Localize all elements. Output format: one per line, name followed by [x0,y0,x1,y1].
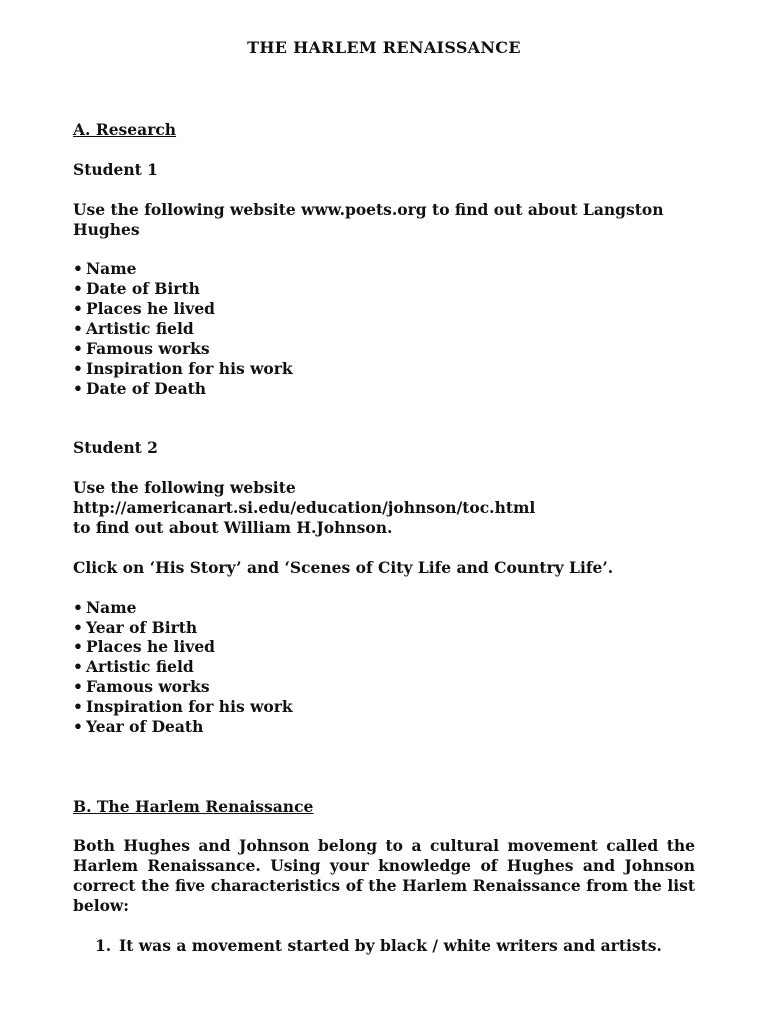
bullet-icon: • [73,378,83,398]
student2-instruction-line1: Use the following website [73,478,296,498]
student2-label: Student 2 [73,438,158,458]
list-item: • Artistic field [73,319,194,339]
bullet-icon: • [73,597,83,617]
bullet-icon: • [73,358,83,378]
document-title: THE HARLEM RENAISSANCE [247,38,521,57]
section-a-heading: A. Research [73,120,177,139]
item-number: 1. [95,935,112,955]
bullet-icon: • [73,299,83,319]
list-item: • Name [73,259,137,279]
student1-bullet-list [73,259,695,398]
list-item: • Places he lived [73,637,216,657]
bullet-icon: • [73,637,83,657]
student2-website-link[interactable]: http://americanart.si.edu/education/johnson/toc.html [73,498,536,518]
list-item: • Year of Birth [73,617,198,637]
list-item: • Artistic field [73,657,194,677]
list-item: • Inspiration for his work [73,358,293,378]
list-item: • Year of Death [73,717,204,737]
list-item: • Inspiration for his work [73,697,293,717]
list-item: • Famous works [73,677,210,697]
student2-bullet-list [73,598,695,737]
bullet-icon: • [73,617,83,637]
list-item: • Places he lived [73,299,216,319]
bullet-icon: • [73,319,83,339]
list-item: • Date of Birth [73,279,200,299]
characteristics-list [73,936,695,956]
bullet-icon: • [73,717,83,737]
student1-label: Student 1 [73,159,158,179]
bullet-icon: • [73,338,83,358]
section-b-heading: B. The Harlem Renaissance [73,796,314,816]
bullet-icon: • [73,677,83,697]
section-b-paragraph: Both Hughes and Johnson belong to a cultural movement called the Harlem Renaissance. Using your knowledge of Hughes and Johnson correct the five characteristics of the Harlem Renaissance from the list below: [73,836,695,916]
bullet-icon: • [73,279,83,299]
document-body [73,120,695,956]
list-item: • Name [73,597,137,617]
bullet-icon: • [73,657,83,677]
student2-click-instruction: Click on ‘His Story’ and ‘Scenes of City Life and Country Life’. [73,557,614,577]
student1-instruction: Use the following website www.poets.org to find out about Langston Hughes [73,199,664,239]
student2-instruction-line3: to find out about William H.Johnson. [73,518,393,538]
item-text: It was a movement started by black / white writers and artists. [119,935,662,955]
list-item: • Date of Death [73,378,207,398]
bullet-icon: • [73,697,83,717]
bullet-icon: • [73,259,83,279]
list-item [73,936,695,956]
list-item: • Famous works [73,338,210,358]
